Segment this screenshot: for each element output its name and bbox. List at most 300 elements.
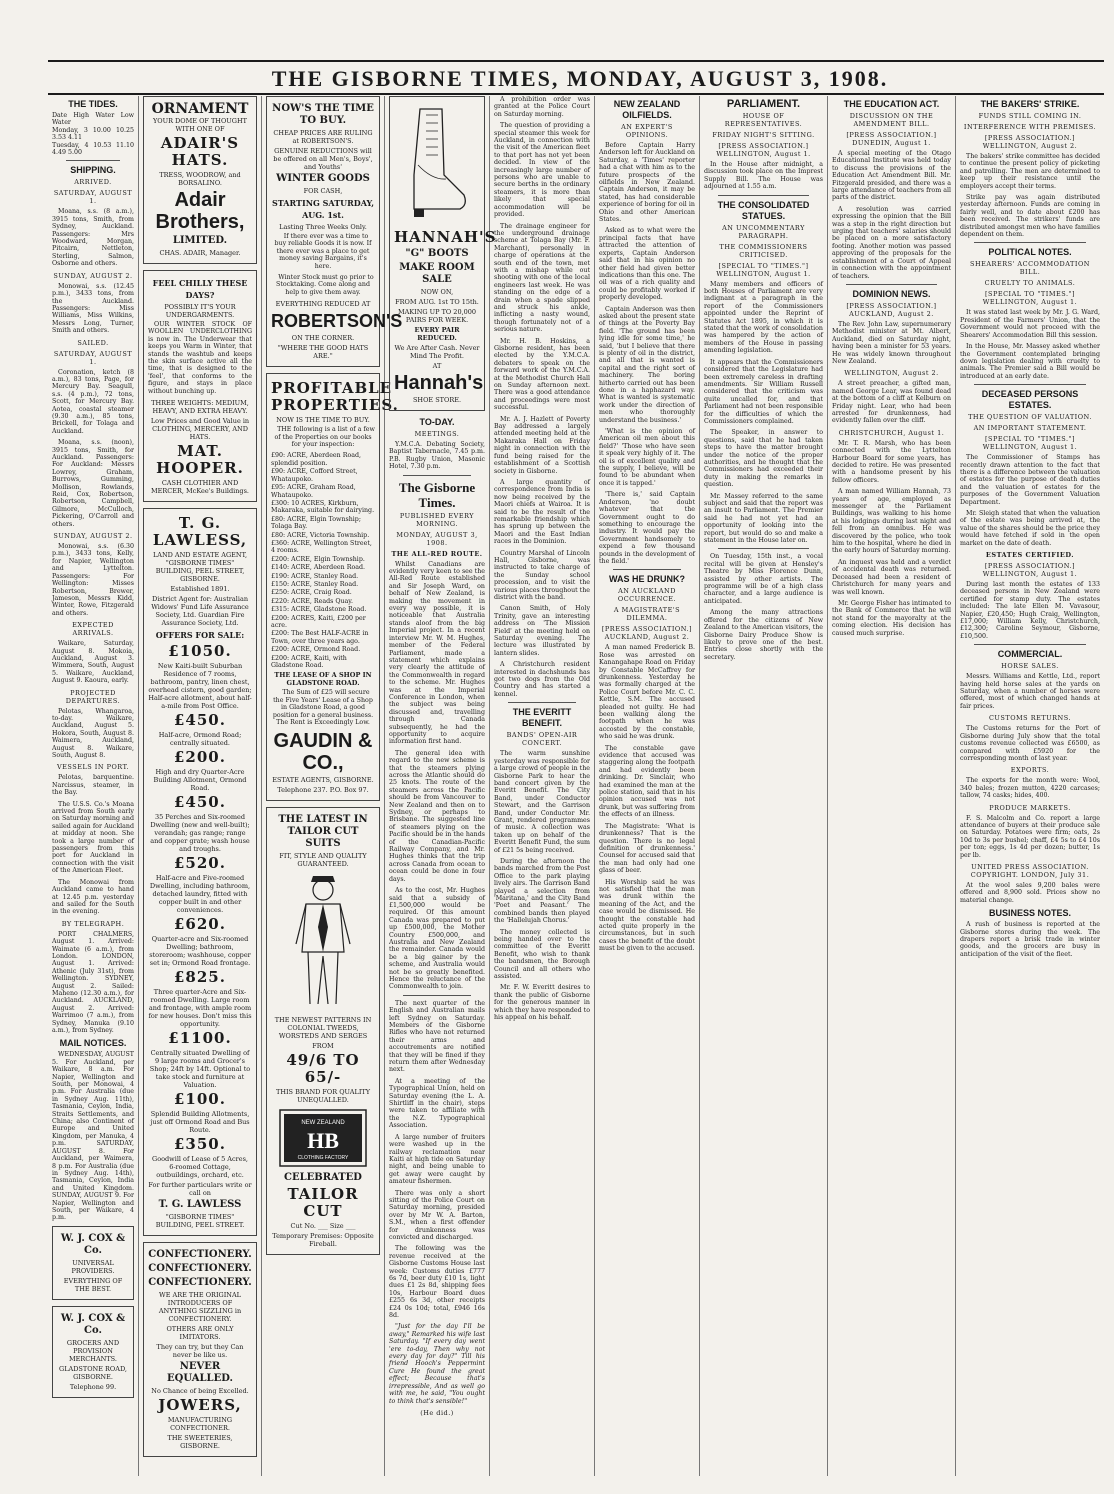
column-education <box>828 96 956 1476</box>
paragraph: A large number of fruiters were washed up in the railway reclamation near Kaiti at high tide on Saturday night, and being unable to get away were caught by amateur fishermen. <box>389 1133 485 1186</box>
advert-text: ESTATE AGENTS, GISBORNE. <box>272 776 374 785</box>
paragraph: A man named Frederick B. Rose was arrested on Kanangahape Road on Friday by Constable McCaffrey for drunkenness. Yesterday he was formally charged at the Police Court before Mr. C. C. Kettle, S.M. The accused pleaded not guilty. He had been walking along the footpath when he was accosted by the constable, who said he was drunk. <box>599 644 695 741</box>
paragraph: Moana, s.s. (noon), 3915 tons, Smith, for Auckland. Passengers: For Auckland: Messrs Lowrey, Graham, Burrows, Gumming, Mollison, Rowlands, Reid, Cox, Robertson, Robertson, Campbell, Gilmore, McCulloch, Pickering, O'Carroll and others. <box>52 439 134 528</box>
political-heading: POLITICAL NOTES. <box>988 247 1072 258</box>
advert-text: THE NEWEST PATTERNS IN COLONIAL TWEEDS, WORSTEDS AND SERGES <box>274 1016 372 1041</box>
advert-body: THE following is a list of a few of the Properties on our books for your inspection: <box>274 426 375 449</box>
advert-text: OFFERS FOR SALE: <box>155 630 245 641</box>
advert-body: The Sum of £25 will secure the Five Years' Lease of a Shop in Gladstone Road, a good position for a general business. The Rent is Exceedingly Low. <box>272 689 374 727</box>
strike-heading: THE BAKERS' STRIKE. <box>980 99 1080 109</box>
paragraph: The bakers' strike committee has decided to continue the present policy of picketing and patrolling. The men are determined to keep up their resistance until the employers accept their terms. <box>960 153 1100 190</box>
paragraph: It was stated last week by Mr. J. G. Ward, President of the Farmers' Union, that the Government would not proceed with the Shearers' Accommodation Bill this session. <box>960 309 1100 339</box>
paragraph: The Magistrate: 'What is drunkenness? That is the question. There is no legal definition of drunkenness.' Counsel for accused said that the man had only had one glass of beer. <box>599 822 695 875</box>
property-item: £200: ACRE, Kaiti, with Gladstone Road. <box>271 654 347 670</box>
advert-text: District Agent for: Australian Widows' Fund Life Assurance Society, Ltd. Guardian Fire Assurance Society, Ltd. <box>151 595 249 628</box>
price: £450. <box>174 711 226 730</box>
column-parliament <box>700 96 828 1476</box>
paragraph: Among the many attractions offered for the citizens of New Zealand to the American visitors, the Gisborne Dairy Produce Show is likely to prove one of the best. Entries close shortly with the secretary. <box>704 609 823 661</box>
oilfields-subheading: AN EXPERT'S OPINIONS. <box>621 123 673 139</box>
paragraph: Mr. Massey referred to the same subject and said that the report was an insult to Parliament. The Premier said he had not yet had an opportunity of looking into the report, but would do so and make a statement in the House later on. <box>704 492 823 545</box>
paragraph: Whilst Canadians are evidently very keen to see the All-Red Route established and Sir Joseph Ward, on behalf of New Zealand, is making the movement in every way possible, it is noticeable that Australia stands aloof from the big Imperial project. In a recent interview Mr. W. M. Hughes, member of the Federal Parliament, made a statement which explains very clearly the attitude of the Commonwealth in regard to the scheme. Mr. Hughes was at the Imperial Conference in London, when the subject was being discussed and, travelling through Canada subsequently, he had the opportunity to acquire information first hand. <box>389 560 485 746</box>
dateline: [PRESS ASSOCIATION.] WELLINGTON, August 1. <box>982 562 1078 578</box>
column-editorial <box>385 96 497 1476</box>
advert-title: CONFECTIONERY. <box>148 1249 252 1261</box>
advert-text: FIT, STYLE AND QUALITY GUARANTEED. <box>279 852 367 869</box>
advert-jowers <box>143 1242 257 1457</box>
paragraph: As to the cost, Mr. Hughes said that a subsidy of £1,500,000 would be required. Of this amount Canada was prepared to put up £500,000, the Mother Country £500,000, and Australia and New Zealand the remainder. Canada would be a big gainer by the scheme, and Australia would not be so greatly benefited. Hence the reluctance of the Commonwealth to join. <box>389 887 485 991</box>
price-description: New Kaiti-built Suburban Residence of 7 rooms, bathroom, pantry, linen chest, overhead cistern, good garden; Half-acre allotment, about half-a-mile from Post Office. <box>148 662 252 711</box>
projected-subheading: PROJECTED DEPARTURES. <box>65 688 121 705</box>
drunk-heading: WAS HE DRUNK? <box>609 574 685 585</box>
advert-text: CHEAP PRICES ARE RULING at ROBERTSON'S. <box>273 129 373 145</box>
paragraph: Y.M.C.A. Debating Society, Baptist Tabernacle, 7.45 p.m. P.B. Rugby Union, Masonic Hotel, 7.30 p.m. <box>389 441 485 471</box>
divider <box>66 160 120 161</box>
paragraph: The next quarter of the English and Australian mails left Sydney on Saturday. Members of the Gisborne Rifles who have not returned their arms and accoutrements are notified that they will be fined if they return them after Wednesday next. <box>389 999 485 1074</box>
dateline: UNITED PRESS ASSOCIATION. COPYRIGHT. LONDON, July 31. <box>970 862 1090 879</box>
price: 49/6 TO 65/- <box>286 1051 360 1087</box>
advert-text: LAND AND ESTATE AGENT, "GISBORNE TIMES" BUILDING, PEEL STREET, GISBORNE. <box>152 551 248 584</box>
divider <box>508 702 576 703</box>
paragraph: During the afternoon the bands marched from the Post Office to the park playing lively airs. The Garrison Band played a selection from 'Maritana,' and the City Band 'Poet and Peasant.' The combined bands then played the 'Hallelujah Chorus.' <box>494 857 590 925</box>
dateline: [PRESS ASSOCIATION.] WELLINGTON, August 2. <box>982 134 1078 150</box>
advert-text: Telephone 99. <box>69 1382 117 1391</box>
today-heading: TO-DAY. <box>419 417 455 427</box>
top-rule <box>48 60 1104 62</box>
advert-text: FOR CASH, <box>303 187 343 195</box>
parliament-heading: PARLIAMENT. <box>726 98 801 110</box>
paragraph: Mr. George Fisher has intimated to the Bank of Commerce that he will not stand for the mayoralty at the coming election. His decision has caused much surprise. <box>832 599 951 637</box>
advert-brand: ROBERTSON'S <box>271 311 403 332</box>
advert-text: Telephone 237. P.O. Box 97. <box>277 786 369 795</box>
advert-text: STARTING SATURDAY, AUG. 1st. <box>272 198 374 220</box>
advert-text: Temporary Premises: Opposite Fireball. <box>272 1232 374 1249</box>
price-description: 35 Perches and Six-roomed Dwelling (new and well-built); verandah; gas range; range and copper grate; wash house and troughs. <box>150 813 250 854</box>
education-heading: THE EDUCATION ACT. <box>843 99 940 109</box>
advert-robertsons <box>266 96 403 367</box>
boot-illustration <box>402 105 472 225</box>
tides-row: Date High Water Low Water <box>52 112 134 127</box>
paragraph: In the House, Mr. Massey asked whether the Government contemplated bringing down legislation dealing with cruelty to animals. The Premier said a Bill would be introduced at an early date. <box>960 343 1100 380</box>
paragraph: Strike pay was again distributed yesterday afternoon. Funds are coming in fairly well, and to date about £200 has been received. The strikers' funds are distributed amongst men who have families dependent on them. <box>960 194 1100 239</box>
advert-text: TRESS, WOODROW, and BORSALINO. <box>159 171 241 187</box>
verse: "Just for the day I'll be away," Remarked his wife last Saturday. "If every day went 'ere to-day, Then why not every day for day?" Till his friend Hooch's Peppermint Cure He found the great effect; Because that's irrepressible, And as well go with me, he said, "You ought to think that's sensible!" <box>389 1323 485 1405</box>
paragraph: Mr. Sleigh stated that when the valuation of the estate was being arrived at, the value of the shares should be the price they would have fetched if sold in the open market on the date of death. <box>960 509 1100 547</box>
paragraph: At a meeting of the Typographical Union, held on Saturday evening (the L. A. Shirtliff in the chair), steps were taken to affiliate with the N.Z. Typographical Association. <box>389 1077 485 1130</box>
advert-text: GENUINE REDUCTIONS will be offered on all Men's, Boys', and Youths' <box>273 147 373 171</box>
column-local-news <box>490 96 595 1476</box>
estates-subheading: THE QUESTION OF VALUATION. <box>968 413 1092 422</box>
advert-title: CONFECTIONERY. <box>148 1277 252 1289</box>
advert-hannahs <box>389 96 497 411</box>
advert-text: EVERYTHING REDUCED AT <box>275 300 371 309</box>
paragraph: A street preacher, a gifted man, named George Lear, was found dead at the bottom of a cliff at Kelburn on Friday night. Lear, who had been arrested for drunkenness, had evidently fallen over the cliff. <box>832 380 951 425</box>
oilfields-heading: NEW ZEALAND OILFIELDS. <box>613 99 681 120</box>
advert-text: "WHERE THE GOOD HATS ARE." <box>277 344 369 361</box>
paragraph: The Rev. John Law, supernumerary Methodist minister at Mt. Albert, Auckland, died on Saturday night, having been a minister for 53 years. He was widely known throughout New Zealand. <box>832 320 951 365</box>
price-description: Quarter-acre and Six-roomed Dwelling; bathroom, storeroom; washhouse, copper set in; Ormond Road frontage. <box>149 935 251 968</box>
property-item: £80: ACRE, Victoria Township. <box>271 531 370 539</box>
badge-top-text: NEW ZEALAND <box>301 1120 345 1127</box>
tides-heading: THE TIDES. <box>68 99 118 109</box>
price: £1100. <box>168 1029 232 1048</box>
paragraph: A rush of business is reported at the Gisborne stores during the week. The drapers report a brisk trade in winter goods, and the grocers are busy in anticipation of the visit of the fleet. <box>960 921 1100 958</box>
property-item: £200: The Best HALF-ACRE in Town, over three years ago. <box>271 630 369 645</box>
advert-text: CELEBRATED <box>284 1172 362 1184</box>
advert-brand: Adair Brothers, <box>155 189 245 233</box>
dateline: [PRESS ASSOCIATION.] WELLINGTON, August 1. <box>716 142 811 158</box>
advert-title: W. J. COX & Co. <box>60 1312 126 1336</box>
paragraph: PORT CHALMERS, August 1. Arrived: Waimate (6 a.m.), from London. LONDON, August 1. Arrived: Athenic (July 31st), from Wellington. SYDNEY, August 2. Sailed: Maheno (12.30 a.m.), for Auckland. AUCKLAND, August 2. Arrived: Warrimoo (7 a.m.), from Sydney, Manuka (9.10 a.m.), from Sydney. <box>52 930 134 1034</box>
business-heading: BUSINESS NOTES. <box>988 908 1071 919</box>
advert-text: Lasting Three Weeks Only. <box>279 223 367 231</box>
advert-text: NEVER EQUALLED. <box>167 1361 233 1385</box>
divider <box>974 242 1086 243</box>
paragraph: The Commissioner of Stamps has recently drawn attention to the fact that there is a difference between the valuation of estates for the purpose of death duties and the valuation of estates for the purposes of the Government Valuation Department. <box>960 454 1100 506</box>
property-item: £80: ACRE, Elgin Township; Tolaga Bay. <box>271 515 361 531</box>
parliament-subheading: FRIDAY NIGHT'S SITTING. <box>712 131 815 139</box>
paragraph: 'There is,' said Captain Anderson, 'no doubt whatever that the Government ought to do something to encourage the industry. It would pay the Government handsomely to expend a few thousand pounds in the development of the field.' <box>599 491 695 565</box>
advert-title: NOW'S THE TIME TO BUY. <box>272 103 374 126</box>
paragraph: F. S. Malcolm and Co. report a large attendance of buyers at their produce sale on Saturday. Potatoes were firm; oats, 2s 10d to 3s per bushel; chaff, £4 5s to £4 10s per ton; eggs, 1s 4d per dozen; butter, 1s per lb. <box>960 814 1100 859</box>
paragraph: A resolution was carried expressing the opinion that the Bill was a step in the right direction but urging that teachers' salaries should be placed on a more satisfactory footing. Another motion was passed approving of the proposals for the establishment of a Court of Appeal in connection with the appointment of teachers. <box>832 205 951 280</box>
strike-subheading: INTERFERENCE WITH PREMISES. <box>963 123 1097 131</box>
price: £350. <box>174 1135 226 1154</box>
telegraph-subheading: BY TELEGRAPH. <box>61 919 125 928</box>
advert-brand: Hannah's <box>394 372 484 394</box>
paragraph: Many members and officers of both Houses of Parliament are very indignant at a paragraph in the report of the Commissioners appointed under the Reprint of Statutes Act 1895, in which it is stated that the work of consolidation was hampered by the action of members of the House in passing amending legislation. <box>704 280 823 355</box>
advert-brand: GAUDIN & CO., <box>273 730 373 775</box>
paragraph: The Monowai from Auckland came to hand at 12.45 p.m. yesterday and sailed for the South in the evening. <box>52 878 134 916</box>
price: £1050. <box>168 642 232 661</box>
divider <box>974 384 1086 385</box>
expected-subheading: EXPECTED ARRIVALS. <box>72 621 114 638</box>
divider <box>613 569 681 570</box>
advert-text: LIMITED. <box>172 235 228 246</box>
paragraph: Mr. H. B. Hoskins, a Gisborne resident, has been elected by the Y.M.C.A. debaters to speak on the forward work of the Y.M.C.A. at the Methodist Church Hall on Sunday afternoon next. There was a good attendance and proceedings were most successful. <box>494 337 590 412</box>
paper-nameplate: The Gisborne Times. <box>398 479 476 510</box>
newspaper-page <box>48 96 1104 1488</box>
paragraph: WEDNESDAY, AUGUST 5. For Auckland, per Waikare, 8 a.m. For Napier, Wellington and South, per Monowai, 4 p.m. For Australia (due in Sydney Aug. 11th), Tasmania, Ceylon, India, Straits Settlements, and China; also Continent of Europe and United Kingdom, per Manuka, 4 p.m. SATURDAY, AUGUST 8. For Auckland, per Waimera, 8 p.m. For Australia (due in Sydney Aug. 14th), Tasmania, Ceylon, India and United Kingdom. SUNDAY, AUGUST 9. For Napier, Wellington and South, per Waikare, 4 p.m. <box>52 1051 134 1222</box>
paragraph: Country Marshal of Lincoln Hall, Gisborne, was instructed to take charge of the Sunday school procession, and to visit the various places throughout the district with the band. <box>494 549 590 601</box>
advert-text: SHOE STORE. <box>412 396 462 404</box>
advert-text: NOW ON, <box>420 288 454 296</box>
property-item: £315: ACRE, Gladstone Road. <box>271 606 367 614</box>
property-item: £140: ACRE, Aberdeen Road. <box>271 564 366 572</box>
price: £520. <box>174 854 226 873</box>
paragraph: In the House after midnight, a discussion took place on the Imprest Supply Bill. The House was adjourned at 1.55 a.m. <box>704 161 823 191</box>
advert-title: PROFITABLE PROPERTIES. <box>271 379 399 415</box>
drunk-subheading: AN AUCKLAND OCCURRENCE. <box>617 587 677 604</box>
hb-logo-icon <box>278 1108 368 1168</box>
paragraph: The exports for the month were: Wool, 340 bales; frozen mutton, 4220 carcases; tallow, 74 casks; hides, 400. <box>960 777 1100 800</box>
advert-brand: TAILOR CUT <box>287 1185 359 1221</box>
property-item: £360: ACRE, Wellington Street, 4 rooms. <box>271 539 372 555</box>
advert-brand: JOWERS, <box>158 1396 242 1415</box>
price-description: Goodwill of Lease of 5 Acres, 6-roomed Cottage, outbuildings, orchard, etc. <box>152 1155 248 1180</box>
divider <box>403 475 471 476</box>
paragraph: Before Captain Harry Anderson left for Auckland on Saturday, a 'Times' reporter had a chat with him as to the future prospects of the oilfields in New Zealand. Captain Anderson, it may be stated, has had considerable experience of boring for oil in Ohio and other American States. <box>599 142 695 224</box>
date-line: SATURDAY, AUGUST 1. <box>53 189 133 206</box>
statues-subheading: THE COMMISSIONERS CRITICISED. <box>719 242 808 259</box>
exports-subheading: EXPORTS. <box>1010 766 1050 775</box>
advert-text: No Chance of being Excelled. <box>151 1387 249 1396</box>
property-item: £250: ACRE, Craig Road. <box>271 589 352 597</box>
property-item: £190: ACRE, Stanley Road. <box>271 572 359 580</box>
verse-tag: (He did.) <box>420 1408 454 1417</box>
price: £100. <box>174 1090 226 1109</box>
advert-text: For further particulars write or call on <box>148 1181 252 1198</box>
advert-brand: HANNAH'S <box>394 228 497 246</box>
political-subheading: SHEARERS' ACCOMMODATION BILL. <box>970 260 1090 277</box>
produce-subheading: PRODUCE MARKETS. <box>989 803 1071 812</box>
masthead-rule <box>48 93 1104 95</box>
paragraph: During last month the estates of 133 deceased persons in New Zealand were certified for stamp duty. The estates included: The late Ellen M. Vavasour, Napier, £20,450; Hugh Craig, Wellington, £17,000; William Kelly, Christchurch, £12,300; Caroline Seymour, Gisborne, £10,500. <box>960 581 1100 640</box>
advert-title: THE LATEST IN TAILOR CUT SUITS <box>278 814 368 850</box>
editorial-heading: THE ALL-RED ROUTE. <box>391 549 483 558</box>
paragraph: Asked as to what were the principal facts that have attracted the attention of experts, Captain Anderson said that in his opinion no other field had given better indications than this one. The oil was of a rich quality and could be profitably worked if properly developed. <box>599 227 695 302</box>
advert-text: UNIVERSAL PROVIDERS. <box>71 1258 115 1275</box>
paragraph: Monowai, s.s. (12.45 p.m.), 3433 tons, from the Auckland. Passengers: Miss Williams, Miss Wilkins, Messrs Long, Turner, Smith and others. <box>52 282 134 335</box>
paragraph: Mr. A. J. Hazlett of Poverty Bay addressed a largely attended meeting held at the Makaraka Hall on Friday night in connection with the fund being raised for the establishment of a Scottish society in Gisborne. <box>494 415 590 475</box>
advert-text: FROM <box>312 1042 334 1051</box>
mail-heading: MAIL NOTICES. <box>59 1038 127 1049</box>
advert-text: YOUR DOME OF THOUGHT WITH ONE OF <box>153 117 247 133</box>
paragraph: An inquest was held and a verdict of accidental death was returned. Deceased had been a resident of Christchurch for many years and was well known. <box>832 558 951 596</box>
divider <box>718 548 809 549</box>
everitt-heading: THE EVERITT BENEFIT. <box>512 707 572 729</box>
paragraph: It appears that the Commissioners considered that the Legislature had been extremely careless in drafting amendments. Sir William Russell considered that the criticism was quite uncalled for, and that Parliament had not been responsible for the difficulties of which the Commissioners complained. <box>704 358 823 425</box>
paragraph: Mr. T. R. Marsh, who has been connected with the Lyttelton Harbour Board for some years, has decided to retire. He was presented with a handsome present by his fellow officers. <box>832 439 951 484</box>
advert-gaudin <box>266 373 399 801</box>
estates-subheading: AN IMPORTANT STATEMENT. <box>973 424 1087 433</box>
paragraph: The question of providing a special steamer this week for Auckland, in connection with the visit of the American fleet to that port has not yet been decided. In view of the increasingly large number of persons who are unable to secure berths in the ordinary steamers, it is more than likely that special accommodation will be provided. <box>494 122 590 219</box>
paragraph: The following was the revenue received at the Gisborne Customs House last week: Customs duties £777 6s 7d, beer duty £10 1s, light dues £1 2s 8d, shipping fees 10s, Harbour Board dues £255 6s 3d, other receipts £24 0s 10d; total, £946 16s 8d. <box>389 1245 485 1320</box>
advert-text: ON THE CORNER. <box>291 334 355 343</box>
commercial-heading: COMMERCIAL. <box>997 649 1063 660</box>
badge-bottom-text: CLOTHING FACTORY <box>297 1155 349 1162</box>
price: £200. <box>174 748 226 767</box>
property-item: £90: ACRE, Aberdeen Road, splendid position. <box>271 452 362 467</box>
advert-text: CASH CLOTHIER AND MERCER, McKee's Buildings. <box>150 479 249 496</box>
paragraph: The drainage engineer for the underground drainage scheme at Tolaga Bay (Mr. F. Marchant), personally in charge of operations at the south end of the town, met with a mishap while out shooting with one of the local engineers last week. He was standing on the edge of a drain when a spade slipped and struck his ankle, inflicting a nasty wound, though fortunately not of a serious nature. <box>494 222 590 334</box>
divider <box>718 195 809 196</box>
tides-row: Tuesday, 4 10.53 11.10 4.49 5.00 <box>52 141 134 157</box>
advert-lawless <box>143 508 257 1236</box>
vessels-subheading: VESSELS IN PORT. <box>56 763 130 772</box>
property-item: £90: ACRE, Cofford Street, Whataupoko. <box>271 468 358 483</box>
advert-text: We Are After Cash. Never Mind The Profit. <box>394 344 480 360</box>
drunk-subheading: A MAGISTRATE'S DILEMMA. <box>613 606 681 623</box>
advert-body: If there ever was a time to buy reliable Goods it is now. If there ever was a place to get money saving Bargains, it's here. <box>274 233 372 270</box>
price-description: Half-acre, Ormond Road; centrally situated. <box>158 731 242 748</box>
statues-heading: THE CONSOLIDATED STATUES. <box>717 199 810 221</box>
advert-title: CONFECTIONERY. <box>148 1263 252 1275</box>
advert-text: GROCERS AND PROVISION MERCHANTS. <box>66 1338 120 1363</box>
advert-text: GLADSTONE ROAD, GISBORNE. <box>59 1364 127 1381</box>
badge-mid-text: HB <box>307 1128 339 1154</box>
advert-text: THE SWEETERIES, GISBORNE. <box>167 1434 233 1451</box>
nameplate-subtitle: PUBLISHED EVERY MORNING. <box>399 511 475 528</box>
paragraph: Canon Smith, of Holy Trinity, gave an interesting address on 'The Mission Field' at the meeting held on Saturday evening. The lecture was illustrated by lantern slides. <box>494 605 590 657</box>
paragraph: The general idea with regard to the new scheme is that the steamers plying across the Atlantic should do 25 knots. The route of the steamers across the Pacific should be from Vancouver to New Zealand and then on to Sydney, or perhaps to Brisbane. The suggested line of steamers plying on the Pacific should be in the hands of the Canadian-Pacific Railway Company, and Mr. Hughes thinks that the trip across Canada from ocean to ocean could be done in four days. <box>389 749 485 883</box>
meetings-subheading: MEETINGS. <box>414 430 460 438</box>
advert-title: FEEL CHILLY THESE DAYS? <box>152 278 248 300</box>
dateline: [PRESS ASSOCIATION.] AUCKLAND, August 2. <box>601 625 693 642</box>
paragraph: His Worship said he was not satisfied that the man was drunk within the meaning of the Act, and the case would be dismissed. He thought the constable had acted quite properly in the circumstances, but in such cases the benefit of the doubt must be given to the accused. <box>599 878 695 953</box>
advert-tailor-cut <box>266 807 380 1255</box>
advert-cox-grocers <box>52 1306 134 1398</box>
property-item: £220: ACRE, Reads Quay. <box>271 597 354 605</box>
paragraph: Pelotas, barquentine. Narcissus, steamer, in the Bay. <box>52 774 134 797</box>
parliament-subheading: HOUSE OF REPRESENTATIVES. <box>724 112 803 128</box>
property-item: £200: ACRES, Kaiti, £200 per acre. <box>271 614 366 629</box>
everitt-subheading: BANDS' OPEN-AIR CONCERT. <box>506 731 578 748</box>
paragraph: Captain Anderson was then asked about the present state of things at the Poverty Bay field. 'The ground has been lying idle for some time,' he said, 'but I believe that there is plenty of oil in the district, and all that is wanted is capital and the right sort of machinery. The boring hitherto carried out has been done in a haphazard way. What is wanted is systematic work under the direction of men who thoroughly understand the business.' <box>599 305 695 424</box>
estates-heading: DECEASED PERSONS ESTATES. <box>981 389 1079 411</box>
paragraph: 'What is the opinion of American oil men about this field?' 'Those who have seen it speak very highly of it. The oil is of excellent quality and the supply, I believe, will be found to be abundant when once it is tapped.' <box>599 428 695 487</box>
price-description: Three quarter-Acre and Six-roomed Dwelling. Large room and frontage, with ample room for new houses. Don't miss this opportunity. <box>148 988 252 1029</box>
advert-cox-providers <box>52 1226 134 1300</box>
paragraph: Pelotas, Whangaroa, to-day. Waikare, Auckland, August 5. Hokora, South, August 8. Waimera, Auckland, August 8. Waikare, South, August 8. <box>52 707 134 759</box>
commercial-subheading: HORSE SALES. <box>1001 662 1059 671</box>
dateline: [PRESS ASSOCIATION.] DUNEDIN, August 1. <box>846 131 937 147</box>
divider <box>846 284 937 285</box>
property-item: £150: ACRE, Stanley Road. <box>271 580 359 588</box>
dateline: [SPECIAL TO "TIMES."] WELLINGTON, August 1. <box>716 261 811 278</box>
advert-text: "GISBORNE TIMES" BUILDING, PEEL STREET. <box>155 1213 245 1230</box>
dateline: CHRISTCHURCH, August 1. <box>838 428 945 437</box>
advert-text: FROM AUG. 1st TO 15th. <box>395 298 479 306</box>
advert-text: THIS BRAND FOR QUALITY UNEQUALLED. <box>275 1088 371 1105</box>
paragraph: The Customs returns for the Port of Gisborne during July show that the total customs revenue collected was £6500, as compared with £5920 for the corresponding month of last year. <box>960 725 1100 762</box>
customs-subheading: CUSTOMS RETURNS. <box>988 714 1072 723</box>
paragraph: At the wool sales 9,200 bales were offered and 8,900 sold. Prices show no material change. <box>960 881 1100 904</box>
advert-text: They can try, but they Can never be like us. <box>156 1343 244 1360</box>
political-subheading: CRUELTY TO ANIMALS. <box>984 279 1076 288</box>
property-item: £95: ACRE, Graham Road, Whataupoko. <box>271 484 356 499</box>
advert-text: THE LEASE OF A SHOP IN GLADSTONE ROAD. <box>274 671 372 688</box>
paragraph: The money collected is being handed over to the committee of the Everitt Benefit, who wish to thank the bandsmen, the Borough Council and all others who assisted. <box>494 928 590 981</box>
advert-brand: MAT. HOOPER. <box>156 442 244 478</box>
advert-text: AT <box>432 362 442 370</box>
advert-text: EVERY PAIR REDUCED. <box>414 326 460 342</box>
property-item: £200: ACRE, Elgin Township. <box>271 555 365 563</box>
price: £450. <box>174 793 226 812</box>
advert-text: NOW IS THE TIME TO BUY. <box>276 416 370 425</box>
shipping-heading: SHIPPING. <box>70 165 116 176</box>
price-description: Splendid Building Allotments, just off Ormond Road and Bus Route. <box>150 1110 250 1135</box>
suited-man-illustration <box>278 872 368 1012</box>
advert-brand: T. G. LAWLESS, <box>152 514 248 550</box>
paragraph: A man named William Hannah, 73 years of age, employed as messenger at the Parliament Buildings, was walking to his home at his lodgings during last night and fell from an omnibus. He was discovered by the police, who took him to the hospital, where he died in the early hours of Saturday morning. <box>832 488 951 555</box>
certified-subheading: ESTATES CERTIFIED. <box>985 551 1075 559</box>
arrived-subheading: ARRIVED. <box>74 178 112 187</box>
paragraph: There was only a short sitting of the Police Court on Saturday morning, presided over by Mr W. A. Barton, S.M., when a first offender for drunkenness was convicted and discharged. <box>389 1189 485 1241</box>
statues-subheading: AN UNCOMMENTARY PARAGRAPH. <box>722 223 805 240</box>
advert-text: EVERYTHING OF THE BEST. <box>63 1276 123 1293</box>
price-description: Centrally situated Dwelling of 9 large rooms and Grocer's Shop; 24ft by 14ft. Optional to take stock and furniture at Valuation. <box>149 1049 251 1090</box>
tides-row: Monday, 3 10.00 10.25 3.53 4.11 <box>52 126 134 142</box>
dateline: WELLINGTON, August 2. <box>844 369 939 378</box>
advert-text: Established 1891. <box>170 585 230 594</box>
nameplate-date: MONDAY, AUGUST 3, 1908. <box>396 530 478 547</box>
advert-title: ADAIR'S HATS. <box>160 134 240 169</box>
paragraph: A special meeting of the Otago Educational Institute was held today to discuss the provisions of the Education Act Amendment Bill. Mr. Fitzgerald presided, and there was a large attendance of teachers from all parts of the district. <box>832 150 951 202</box>
paragraph: On Tuesday, 15th inst., a vocal recital will be given at Hensley's Theatre by Miss Florence Dunn, assisted by other artists. The programme will be of a high class character, and a large audience is anticipated. <box>704 553 823 605</box>
education-subheading: DISCUSSION ON THE AMENDMENT BILL. <box>849 112 934 128</box>
advert-text: POSSIBLY IT'S YOUR UNDERGARMENTS. <box>164 303 236 319</box>
advert-text: THREE WEIGHTS: MEDIUM, HEAVY, AND EXTRA HEAVY. <box>151 399 249 416</box>
advert-title: WINTER GOODS <box>276 173 370 184</box>
paragraph: Moana, s.s. (8 a.m.), 3915 tons, Smith, from Sydney, Auckland. Passengers: Mrs Woodward, Morgan, Pitcairn, Nettleton, Sterling, Salmon, Osborne and others. <box>52 208 134 268</box>
price-description: Half-acre and Five-roomed Dwelling, including bathroom, detached laundry, fitted with copper built in and other conveniences. <box>149 874 251 915</box>
date-line: SATURDAY, AUGUST 1. <box>53 349 133 366</box>
advert-text: WE ARE THE ORIGINAL INTRODUCERS OF ANYTHING SIZZLING in CONFECTIONERY. <box>158 1291 242 1324</box>
price: £825. <box>174 968 226 987</box>
paragraph: A Christchurch resident interested in dachshunds has got two dogs from the Old Country and has started a kennel. <box>494 661 590 698</box>
advert-adair-hats <box>143 96 257 264</box>
price: £620. <box>174 915 226 934</box>
paragraph: Coronation, ketch (8 a.m.), 83 tons, Page, for Mercury Bay. Seagull, s.s. (4 p.m.), 72 tons, Scott, for Mercury Bay. Aotea, coastal steamer (9.30 a.m.), 85 tons, Brickell, for Tolaga and Auckland. <box>52 368 134 435</box>
date-line: SUNDAY, AUGUST 2. <box>53 532 133 541</box>
advert-body: OUR WINTER STOCK OF WOOLLEN UNDERCLOTHING is now in. The Underwear that keeps you Warm in Winter, that stands the washtub and keeps the skin surface active all the time, that is designed to the 'feel', that conforms to the figure, and stays in place without bunching up. <box>148 321 252 395</box>
strike-subheading: FUNDS STILL COMING IN. <box>978 112 1082 120</box>
paragraph: Mr. F. W. Everitt desires to thank the public of Gisborne for the generous manner in which they have responded to his appeal on his behalf. <box>494 984 590 1022</box>
paragraph: A large quantity of correspondence from India is now being received by the Maori chiefs at Wairoa. It is said to be the result of the remarkable friendship which has sprung up between the Maori and the East Indian races in the Dominion. <box>494 478 590 546</box>
masthead: THE GISBORNE TIMES, MONDAY, AUGUST 3, 1908. <box>271 66 889 91</box>
advert-title: W. J. COX & Co. <box>60 1232 126 1256</box>
advert-brand: T. G. LAWLESS <box>158 1199 242 1211</box>
advert-title: MAKE ROOM SALE <box>399 262 475 285</box>
advert-text: OTHERS ARE ONLY IMITATORS. <box>166 1325 234 1342</box>
advert-text: Low Prices and Good Value in CLOTHING, MERCERY, AND HATS. <box>150 417 250 442</box>
paragraph: The Speaker, in answer to questions, said that he had taken steps to have the matter brought under the notice of the proper authorities, and he thought that the Commissioners had exceeded their duty in making the remarks in question. <box>704 429 823 489</box>
dateline: [SPECIAL TO "TIMES."] WELLINGTON, August 1. <box>982 435 1078 452</box>
column-oilfields <box>595 96 700 1476</box>
advert-title: ORNAMENT <box>151 101 249 117</box>
date-line: SUNDAY, AUGUST 2. <box>53 271 133 280</box>
column-shipping <box>48 96 139 1476</box>
property-item: £300: 10 ACRES, Kirkburn, Makaraka, suitable for dairying. <box>271 499 375 515</box>
paragraph: Monowai, s.s. (6.30 p.m.), 3433 tons, Kelly, for Napier, Wellington and Lyttelton. Passengers: For Wellington: Misses Robertson, Brewer, Jameson, Messrs Kidd, Winter, Rowe, Fitzgerald and others. <box>52 543 134 617</box>
advert-text: CHAS. ADAIR, Manager. <box>159 249 241 257</box>
column-adverts-left <box>139 96 262 1476</box>
advert-text: Cut No. ___ Size ___ <box>290 1222 356 1231</box>
sailed-subheading: SAILED. <box>77 338 109 347</box>
paragraph: Waikare, Saturday, August 8. Mokoia, Auckland, August 3. Wimmera, South, August 5. Waikare, Auckland, August 9. Kaoura, early. <box>52 640 134 685</box>
advert-body: Winter Stock must go prior to Stocktaking. Come along and help to give them away. <box>276 274 374 296</box>
advert-hooper <box>143 270 257 502</box>
paragraph: A prohibition order was granted at the Police Court on Saturday morning. <box>494 96 590 118</box>
advert-text: MANUFACTURING CONFECTIONER. <box>167 1416 233 1433</box>
paragraph: The warm sunshine yesterday was responsible for a large crowd of people in the Gisborne Park to hear the band concert given by the Everitt Benefit. The City Band, under Conductor Stewart, and the Garrison Band, under Conductor Mr. Grant, rendered programmes of music. A collection was taken up on behalf of the Everitt Benefit Fund, the sum of £21 5s being received. <box>494 750 590 854</box>
advert-text: MAKING UP TO 20,000 PAIRS FOR WEEK. <box>397 308 477 324</box>
paragraph: The constable gave evidence that accused was staggering along the footpath and had evidently been drinking. Dr. Sinclair, who had examined the man at the police station, said that in his opinion accused was not drunk, but was suffering from the effects of an illness. <box>599 744 695 819</box>
paragraph: Messrs. Williams and Kettle, Ltd., report having held horse sales at the yards on Saturday, when a number of horses were offered, most of which changed hands at fair prices. <box>960 673 1100 710</box>
property-item: £200: ACRE, Ormond Road. <box>271 646 361 654</box>
property-list <box>271 452 375 669</box>
dateline: [SPECIAL TO "TIMES."] WELLINGTON, August 1. <box>982 290 1078 307</box>
divider <box>403 995 471 996</box>
dateline: [PRESS ASSOCIATION.] AUCKLAND, August 2. <box>846 301 937 318</box>
advert-title: "G" BOOTS <box>405 248 469 259</box>
column-strike-commercial <box>956 96 1104 1476</box>
paragraph: The U.S.S. Co.'s Moana arrived from South early on Saturday morning and sailed again for Auckland at midday at noon. She took a large number of passengers from this port for Auckland in connection with the visit of the American Fleet. <box>52 800 134 875</box>
column-adverts-mid <box>262 96 403 1476</box>
price-description: High and dry Quarter-Acre Building Allotment, Ormond Road. <box>153 768 247 793</box>
dominion-heading: DOMINION NEWS. <box>852 288 931 299</box>
divider <box>974 644 1086 645</box>
